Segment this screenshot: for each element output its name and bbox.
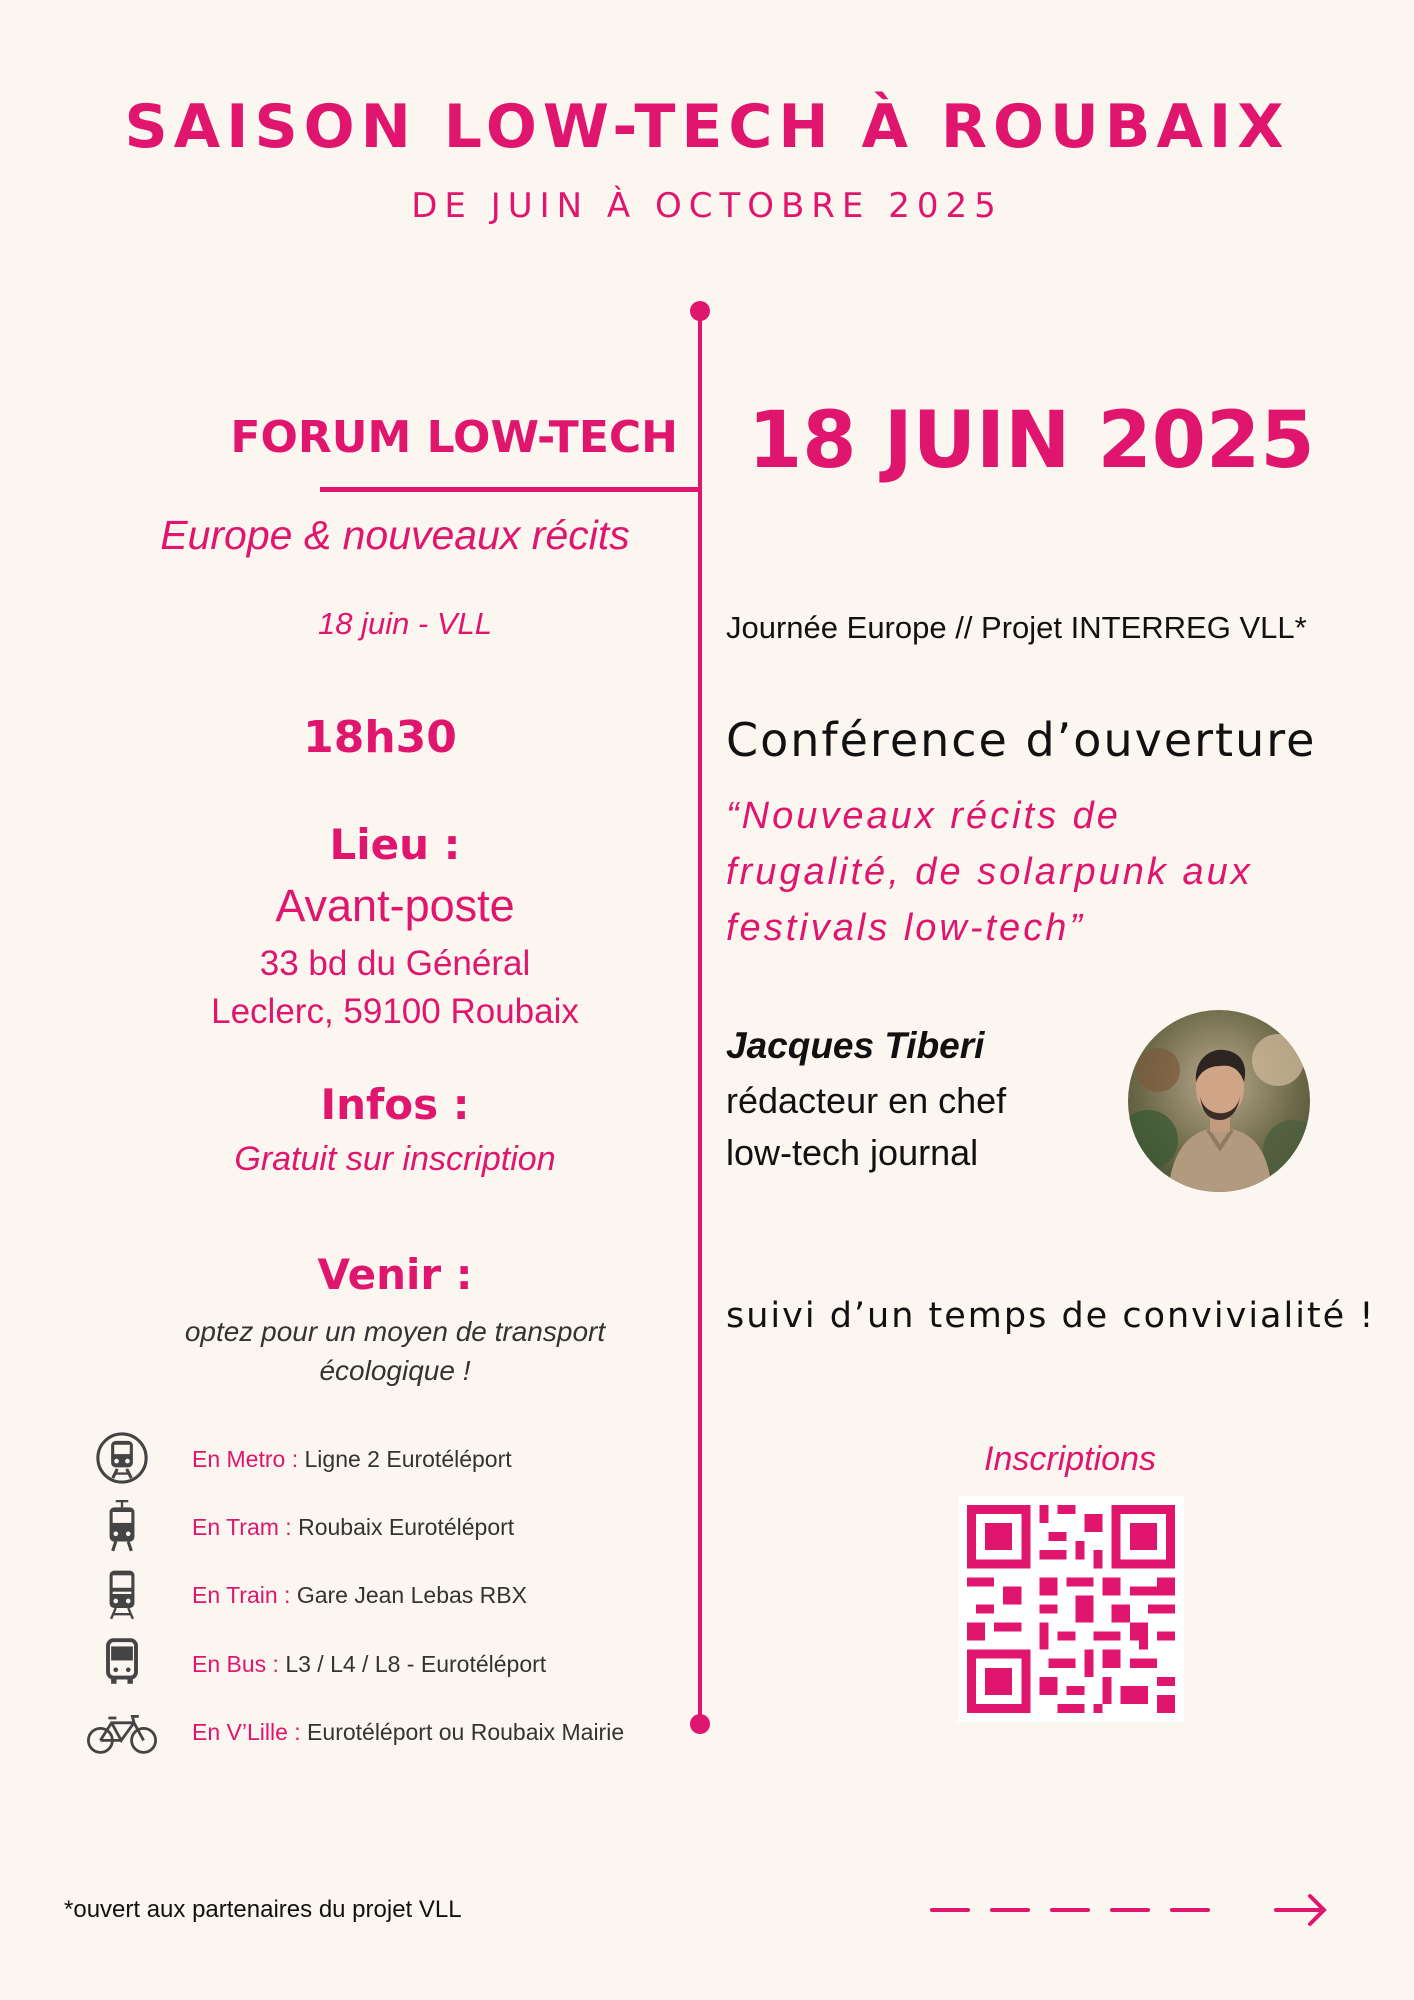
infos-text: Gratuit sur inscription (234, 1140, 556, 1178)
metro-icon (86, 1430, 158, 1486)
transport-row-metro (192, 1446, 512, 1473)
footnote: *ouvert aux partenaires du projet VLL (64, 1896, 462, 1923)
inscriptions-label: Inscriptions (984, 1440, 1156, 1478)
page-subtitle: DE JUIN À OCTOBRE 2025 (411, 186, 1003, 226)
transport-detail: Roubaix Eurotéléport (291, 1514, 515, 1540)
venir-note-line1: optez pour un moyen de transport (184, 1316, 606, 1347)
transport-row-bike (192, 1719, 624, 1746)
train-icon (86, 1566, 158, 1622)
event-name: FORUM LOW-TECH (230, 412, 678, 463)
quote-line: “Nouveaux récits de (726, 795, 1121, 837)
transport-detail: Ligne 2 Eurotéléport (298, 1446, 512, 1472)
transport-detail: Gare Jean Lebas RBX (290, 1582, 527, 1608)
transport-mode: En Metro : (192, 1446, 299, 1472)
infos-heading: Infos : (320, 1080, 470, 1129)
speaker-name: Jacques Tiberi (726, 1025, 985, 1066)
venue-name: Avant-poste (275, 880, 515, 931)
transport-mode: En Train : (192, 1582, 291, 1608)
transport-mode: En V’Lille : (192, 1719, 301, 1745)
arrow-right-icon (928, 1890, 1328, 1930)
transport-row-bus (192, 1651, 546, 1678)
journee-text: Journée Europe // Projet INTERREG VLL* (726, 610, 1307, 645)
bicycle-icon (86, 1706, 158, 1762)
venir-note-line2: écologique ! (319, 1355, 471, 1386)
venir-heading: Venir : (317, 1250, 473, 1299)
event-subtitle: Europe & nouveaux récits (160, 512, 630, 558)
transport-row-tram (192, 1514, 514, 1541)
timeline-dot-bottom (690, 1714, 710, 1734)
transport-detail: Eurotéléport ou Roubaix Mairie (300, 1719, 625, 1745)
speaker-photo (1128, 1010, 1310, 1192)
venue-address-line1: 33 bd du Général (259, 944, 531, 983)
qr-code[interactable] (958, 1496, 1184, 1722)
transport-detail: L3 / L4 / L8 - Eurotéléport (278, 1651, 547, 1677)
conference-title: Conférence d’ouverture (726, 713, 1317, 767)
conference-quote (726, 788, 1366, 956)
transport-mode: En Bus : (192, 1651, 279, 1677)
quote-line: frugalité, de solarpunk aux (726, 851, 1253, 893)
speaker-role-line: rédacteur en chef (726, 1080, 1007, 1121)
transport-mode: En Tram : (192, 1514, 292, 1540)
event-date: 18 JUIN 2025 (748, 396, 1315, 486)
tram-icon (86, 1498, 158, 1554)
event-time: 18h30 (303, 712, 457, 763)
lieu-heading: Lieu : (329, 820, 461, 869)
speaker-role-line: low-tech journal (726, 1132, 979, 1173)
bus-icon (86, 1634, 158, 1690)
convivialite-text: suivi d’un temps de convivialité ! (726, 1296, 1376, 1336)
page-title: SAISON LOW-TECH À ROUBAIX (124, 92, 1290, 162)
transport-row-train (192, 1582, 527, 1609)
forum-underline (320, 487, 700, 492)
venue-address-line2: Leclerc, 59100 Roubaix (211, 992, 579, 1031)
timeline-dot-top (690, 301, 710, 321)
event-date-short: 18 juin - VLL (317, 606, 493, 641)
quote-line: festivals low-tech” (726, 907, 1085, 949)
speaker-role (726, 1075, 1006, 1179)
